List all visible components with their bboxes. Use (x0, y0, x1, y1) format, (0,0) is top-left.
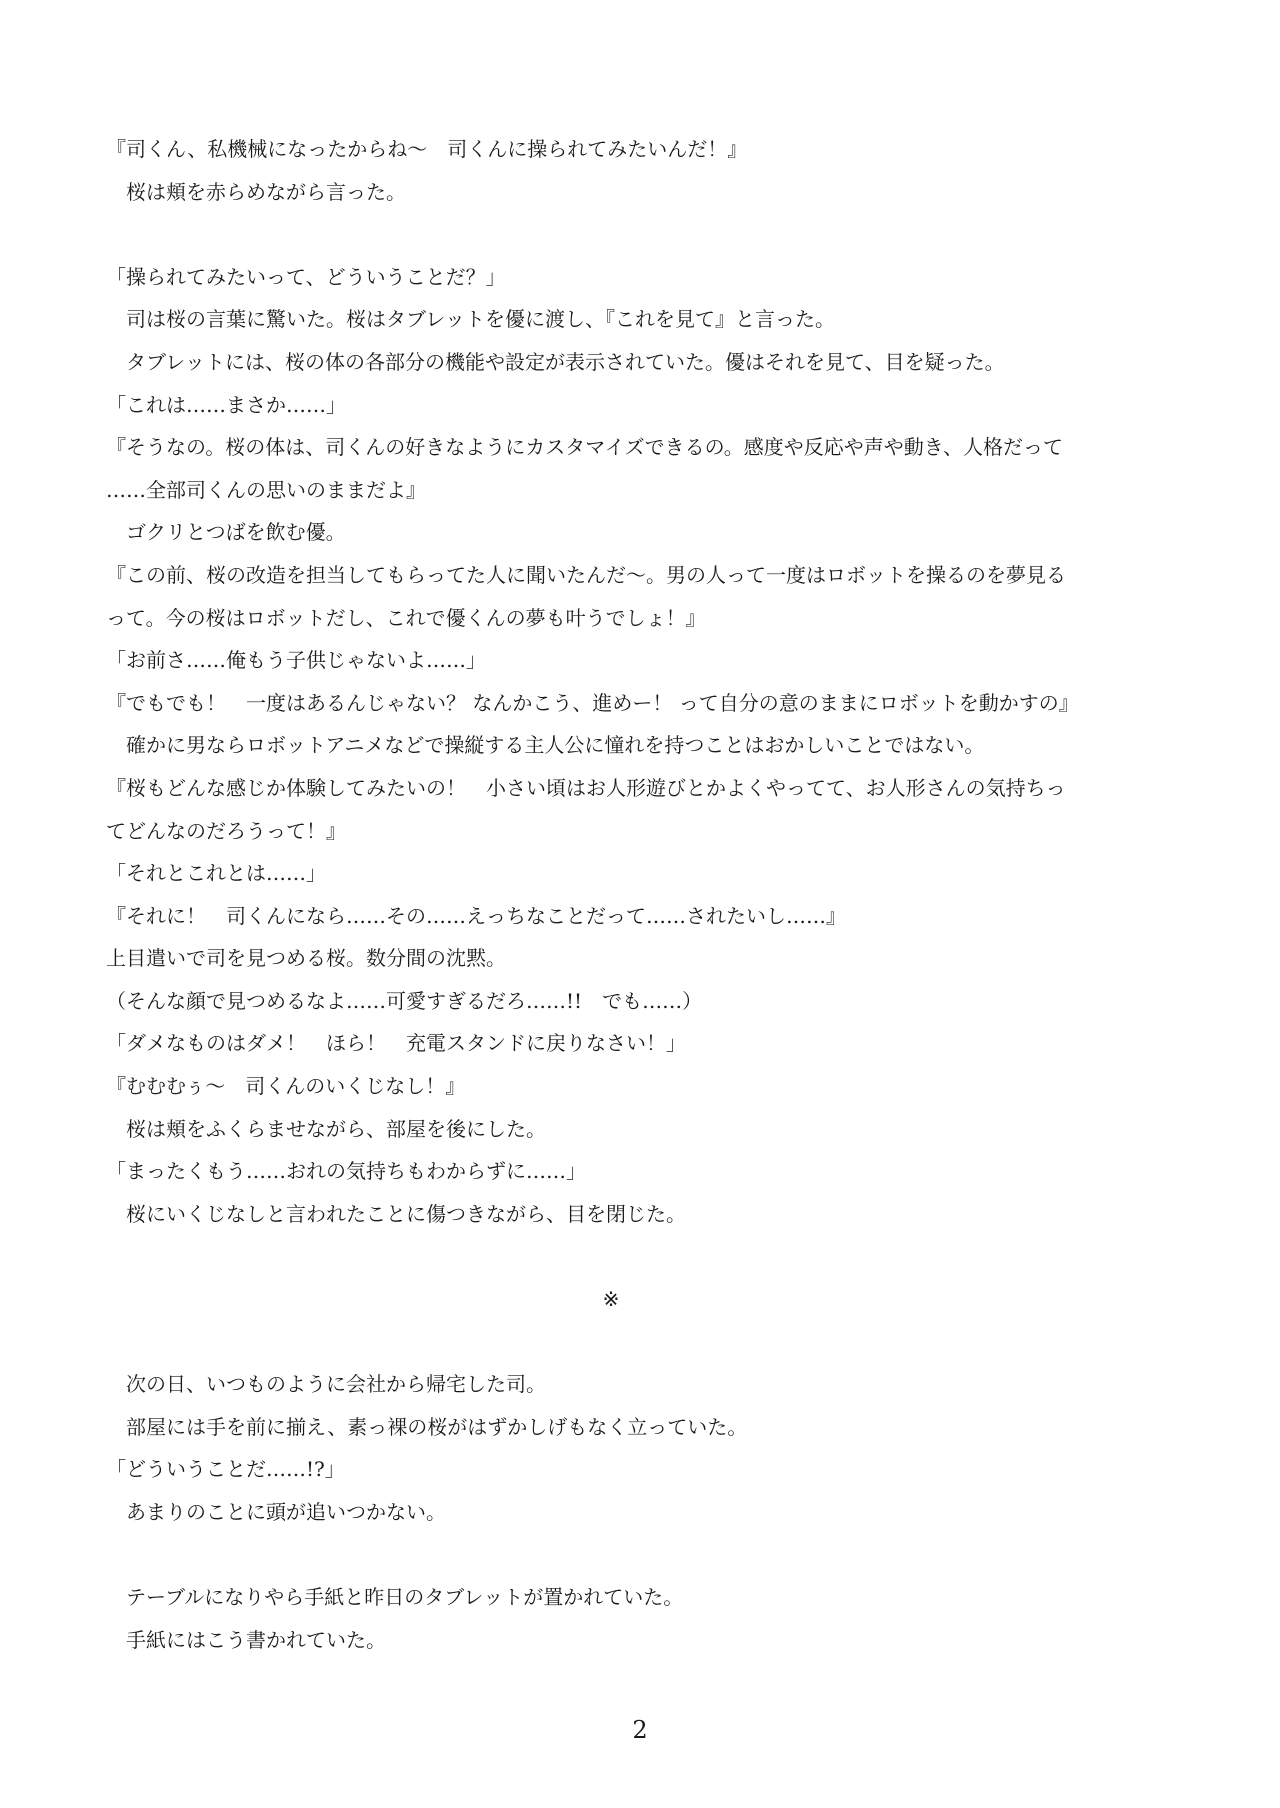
text-line: 「どういうことだ……!?」 (106, 1457, 345, 1482)
blank-line (106, 213, 1196, 256)
text-line: 桜は頬をふくらませながら、部屋を後にした。 (106, 1116, 546, 1141)
blank-line (106, 1321, 1196, 1364)
text-line: 確かに男ならロボットアニメなどで操縦する主人公に憧れを持つことはおかしいことではない。 (106, 733, 985, 758)
text-line: 「それとこれとは……」 (106, 861, 326, 886)
text-line: ……全部司くんの思いのままだよ』 (106, 477, 426, 502)
text-line: 「ダメなものはダメ！ ほら！ 充電スタンドに戻りなさい！」 (106, 1031, 686, 1056)
text-line: 上目遣いで司を見つめる桜。数分間の沈黙。 (106, 946, 506, 971)
page-number: 2 (632, 1716, 648, 1744)
text-line: 次の日、いつものように会社から帰宅した司。 (106, 1372, 546, 1397)
text-line: 桜にいくじなしと言われたことに傷つきながら、目を閉じた。 (106, 1201, 686, 1226)
text-line: 「まったくもう……おれの気持ちもわからずに……」 (106, 1159, 586, 1184)
text-line: 『でもでも！ 一度はあるんじゃない？ なんかこう、進めー！ って自分の意のままにロボットを動かすの』 (106, 690, 1079, 715)
text-line: （そんな顔で見つめるなよ……可愛すぎるだろ……!! でも……） (106, 988, 703, 1013)
text-line: 部屋には手を前に揃え、素っ裸の桜がはずかしげもなく立っていた。 (106, 1414, 748, 1439)
text-line: ゴクリとつばを飲む優。 (106, 520, 346, 545)
blank-line (106, 1235, 1196, 1278)
body-text (106, 128, 1196, 1661)
text-line: 『むむむぅ〜 司くんのいくじなし！』 (106, 1074, 466, 1099)
text-line: 「お前さ……俺もう子供じゃないよ……」 (106, 648, 486, 673)
text-line: あまりのことに頭が追いつかない。 (106, 1500, 446, 1524)
section-separator: ※ (602, 1287, 620, 1312)
text-line: 手紙にはこう書かれていた。 (106, 1627, 386, 1652)
blank-line (106, 1534, 1196, 1577)
text-line: テーブルになりやら手紙と昨日のタブレットが置かれていた。 (106, 1585, 684, 1610)
text-line: 「これは……まさか……」 (106, 392, 346, 417)
text-line: タブレットには、桜の体の各部分の機能や設定が表示されていた。優はそれを見て、目を疑った。 (106, 349, 1005, 374)
text-line: 『桜もどんな感じか体験してみたいの！ 小さい頃はお人形遊びとかよくやってて、お人形さんの気持ちっ (106, 775, 1066, 800)
text-line: 『この前、桜の改造を担当してもらってた人に聞いたんだ〜。男の人って一度はロボットを操るのを夢見る (106, 562, 1066, 587)
text-line: 桜は頬を赤らめながら言った。 (106, 179, 406, 204)
text-line: 『司くん、私機械になったからね〜 司くんに操られてみたいんだ！』 (106, 137, 748, 161)
text-line: 『それに！ 司くんになら……その……えっちなことだって……されたいし……』 (106, 903, 846, 928)
text-line: てどんなのだろうって！』 (106, 818, 346, 843)
text-line: 『そうなの。桜の体は、司くんの好きなようにカスタマイズできるの。感度や反応や声や動き、人格だって (106, 435, 1063, 460)
text-line: 司は桜の言葉に驚いた。桜はタブレットを優に渡し、『これを見て』と言った。 (106, 307, 835, 332)
text-line: 「操られてみたいって、どういうことだ？」 (106, 264, 506, 289)
text-line: って。今の桜はロボットだし、これで優くんの夢も叶うでしょ！』 (106, 605, 706, 630)
